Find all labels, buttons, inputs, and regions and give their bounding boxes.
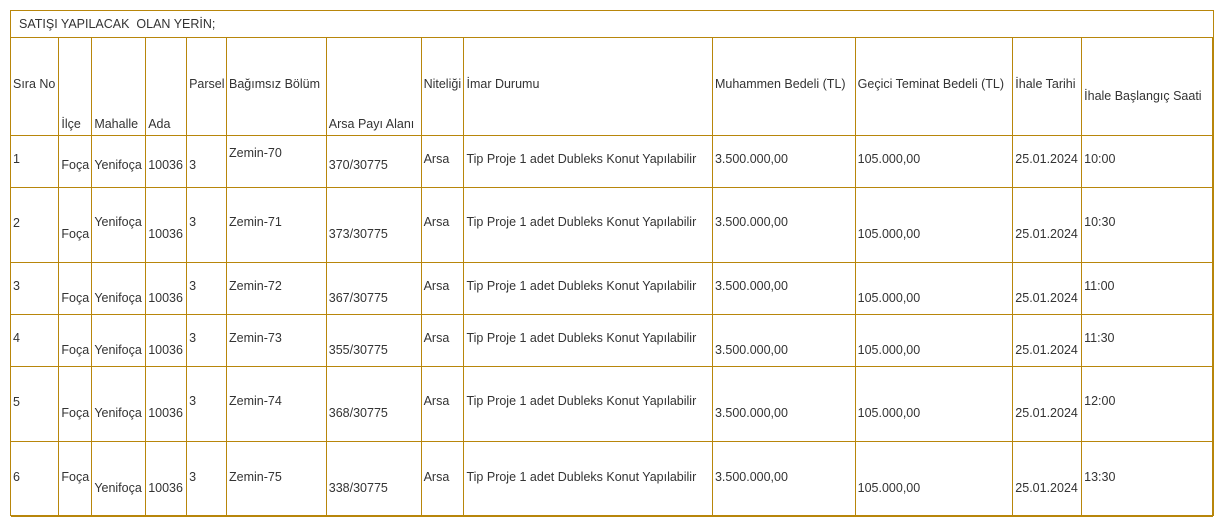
cell-parsel: 3 — [187, 315, 227, 367]
cell-nitelik: Arsa — [421, 136, 464, 188]
cell-mahalle: Yenifoça — [92, 136, 146, 188]
cell-arsa_payi: 370/30775 — [326, 136, 421, 188]
cell-imar: Tip Proje 1 adet Dubleks Konut Yapılabilir — [464, 263, 712, 315]
cell-ilce: Foça — [59, 367, 92, 442]
cell-sira: 3 — [11, 263, 59, 315]
cell-ilce: Foça — [59, 315, 92, 367]
cell-nitelik: Arsa — [421, 263, 464, 315]
col-header-gecici-teminat: Geçici Teminat Bedeli (TL) — [855, 38, 1013, 136]
table-row — [11, 136, 1213, 188]
col-header-parsel: Parsel — [187, 38, 227, 136]
cell-bolum: Zemin-72 — [227, 263, 327, 315]
cell-sira: 6 — [11, 442, 59, 517]
col-header-imar-durumu: İmar Durumu — [464, 38, 712, 136]
cell-arsa_payi: 367/30775 — [326, 263, 421, 315]
cell-ilce: Foça — [59, 188, 92, 263]
cell-imar: Tip Proje 1 adet Dubleks Konut Yapılabilir — [464, 442, 712, 517]
cell-ada: 10036 — [146, 263, 187, 315]
cell-arsa_payi: 355/30775 — [326, 315, 421, 367]
cell-bolum: Zemin-74 — [227, 367, 327, 442]
cell-nitelik: Arsa — [421, 367, 464, 442]
header-row — [11, 38, 1213, 136]
cell-imar: Tip Proje 1 adet Dubleks Konut Yapılabilir — [464, 367, 712, 442]
cell-teminat: 105.000,00 — [855, 263, 1013, 315]
cell-muhammen: 3.500.000,00 — [712, 315, 855, 367]
table-row — [11, 315, 1213, 367]
cell-nitelik: Arsa — [421, 188, 464, 263]
cell-nitelik: Arsa — [421, 442, 464, 517]
cell-nitelik: Arsa — [421, 315, 464, 367]
cell-bolum: Zemin-71 — [227, 188, 327, 263]
cell-muhammen: 3.500.000,00 — [712, 442, 855, 517]
cell-saat: 10:30 — [1082, 188, 1213, 263]
cell-saat: 11:00 — [1082, 263, 1213, 315]
cell-muhammen: 3.500.000,00 — [712, 188, 855, 263]
cell-arsa_payi: 368/30775 — [326, 367, 421, 442]
cell-bolum: Zemin-70 — [227, 136, 327, 188]
sale-table-container — [10, 10, 1214, 516]
cell-sira: 2 — [11, 188, 59, 263]
table-row — [11, 263, 1213, 315]
cell-imar: Tip Proje 1 adet Dubleks Konut Yapılabilir — [464, 315, 712, 367]
cell-teminat: 105.000,00 — [855, 367, 1013, 442]
col-header-ihale-saati: İhale Başlangıç Saati — [1082, 38, 1213, 136]
cell-parsel: 3 — [187, 263, 227, 315]
cell-parsel: 3 — [187, 442, 227, 517]
cell-tarih: 25.01.2024 — [1013, 315, 1082, 367]
cell-tarih: 25.01.2024 — [1013, 367, 1082, 442]
col-header-bagimsiz-bolum: Bağımsız Bölüm — [227, 38, 327, 136]
cell-teminat: 105.000,00 — [855, 188, 1013, 263]
cell-sira: 1 — [11, 136, 59, 188]
cell-sira: 5 — [11, 367, 59, 442]
cell-mahalle: Yenifoça — [92, 315, 146, 367]
cell-ada: 10036 — [146, 367, 187, 442]
col-header-ihale-tarihi: İhale Tarihi — [1013, 38, 1082, 136]
cell-teminat: 105.000,00 — [855, 442, 1013, 517]
cell-mahalle: Yenifoça — [92, 367, 146, 442]
table-row — [11, 188, 1213, 263]
sale-table — [11, 38, 1213, 517]
cell-ada: 10036 — [146, 442, 187, 517]
cell-ada: 10036 — [146, 315, 187, 367]
col-header-ilce: İlçe — [59, 38, 92, 136]
cell-arsa_payi: 338/30775 — [326, 442, 421, 517]
cell-saat: 11:30 — [1082, 315, 1213, 367]
cell-teminat: 105.000,00 — [855, 315, 1013, 367]
col-header-mahalle: Mahalle — [92, 38, 146, 136]
section-title: SATIŞI YAPILACAK OLAN YERİN; — [11, 11, 1213, 38]
cell-ilce: Foça — [59, 442, 92, 517]
col-header-ada: Ada — [146, 38, 187, 136]
cell-imar: Tip Proje 1 adet Dubleks Konut Yapılabilir — [464, 136, 712, 188]
cell-bolum: Zemin-75 — [227, 442, 327, 517]
cell-ada: 10036 — [146, 188, 187, 263]
cell-ada: 10036 — [146, 136, 187, 188]
cell-tarih: 25.01.2024 — [1013, 263, 1082, 315]
cell-teminat: 105.000,00 — [855, 136, 1013, 188]
cell-parsel: 3 — [187, 367, 227, 442]
cell-muhammen: 3.500.000,00 — [712, 136, 855, 188]
cell-tarih: 25.01.2024 — [1013, 442, 1082, 517]
cell-tarih: 25.01.2024 — [1013, 188, 1082, 263]
col-header-muhammen-bedeli: Muhammen Bedeli (TL) — [712, 38, 855, 136]
cell-sira: 4 — [11, 315, 59, 367]
col-header-sira-no: Sıra No — [11, 38, 59, 136]
table-row — [11, 367, 1213, 442]
col-header-arsa-payi: Arsa Payı Alanı — [326, 38, 421, 136]
table-row — [11, 442, 1213, 517]
cell-saat: 12:00 — [1082, 367, 1213, 442]
cell-muhammen: 3.500.000,00 — [712, 367, 855, 442]
cell-parsel: 3 — [187, 188, 227, 263]
cell-mahalle: Yenifoça — [92, 442, 146, 517]
cell-tarih: 25.01.2024 — [1013, 136, 1082, 188]
cell-ilce: Foça — [59, 263, 92, 315]
cell-ilce: Foça — [59, 136, 92, 188]
col-header-niteligi: Niteliği — [421, 38, 464, 136]
cell-parsel: 3 — [187, 136, 227, 188]
cell-arsa_payi: 373/30775 — [326, 188, 421, 263]
cell-saat: 13:30 — [1082, 442, 1213, 517]
cell-mahalle: Yenifoça — [92, 188, 146, 263]
cell-mahalle: Yenifoça — [92, 263, 146, 315]
cell-bolum: Zemin-73 — [227, 315, 327, 367]
cell-muhammen: 3.500.000,00 — [712, 263, 855, 315]
cell-saat: 10:00 — [1082, 136, 1213, 188]
cell-imar: Tip Proje 1 adet Dubleks Konut Yapılabilir — [464, 188, 712, 263]
